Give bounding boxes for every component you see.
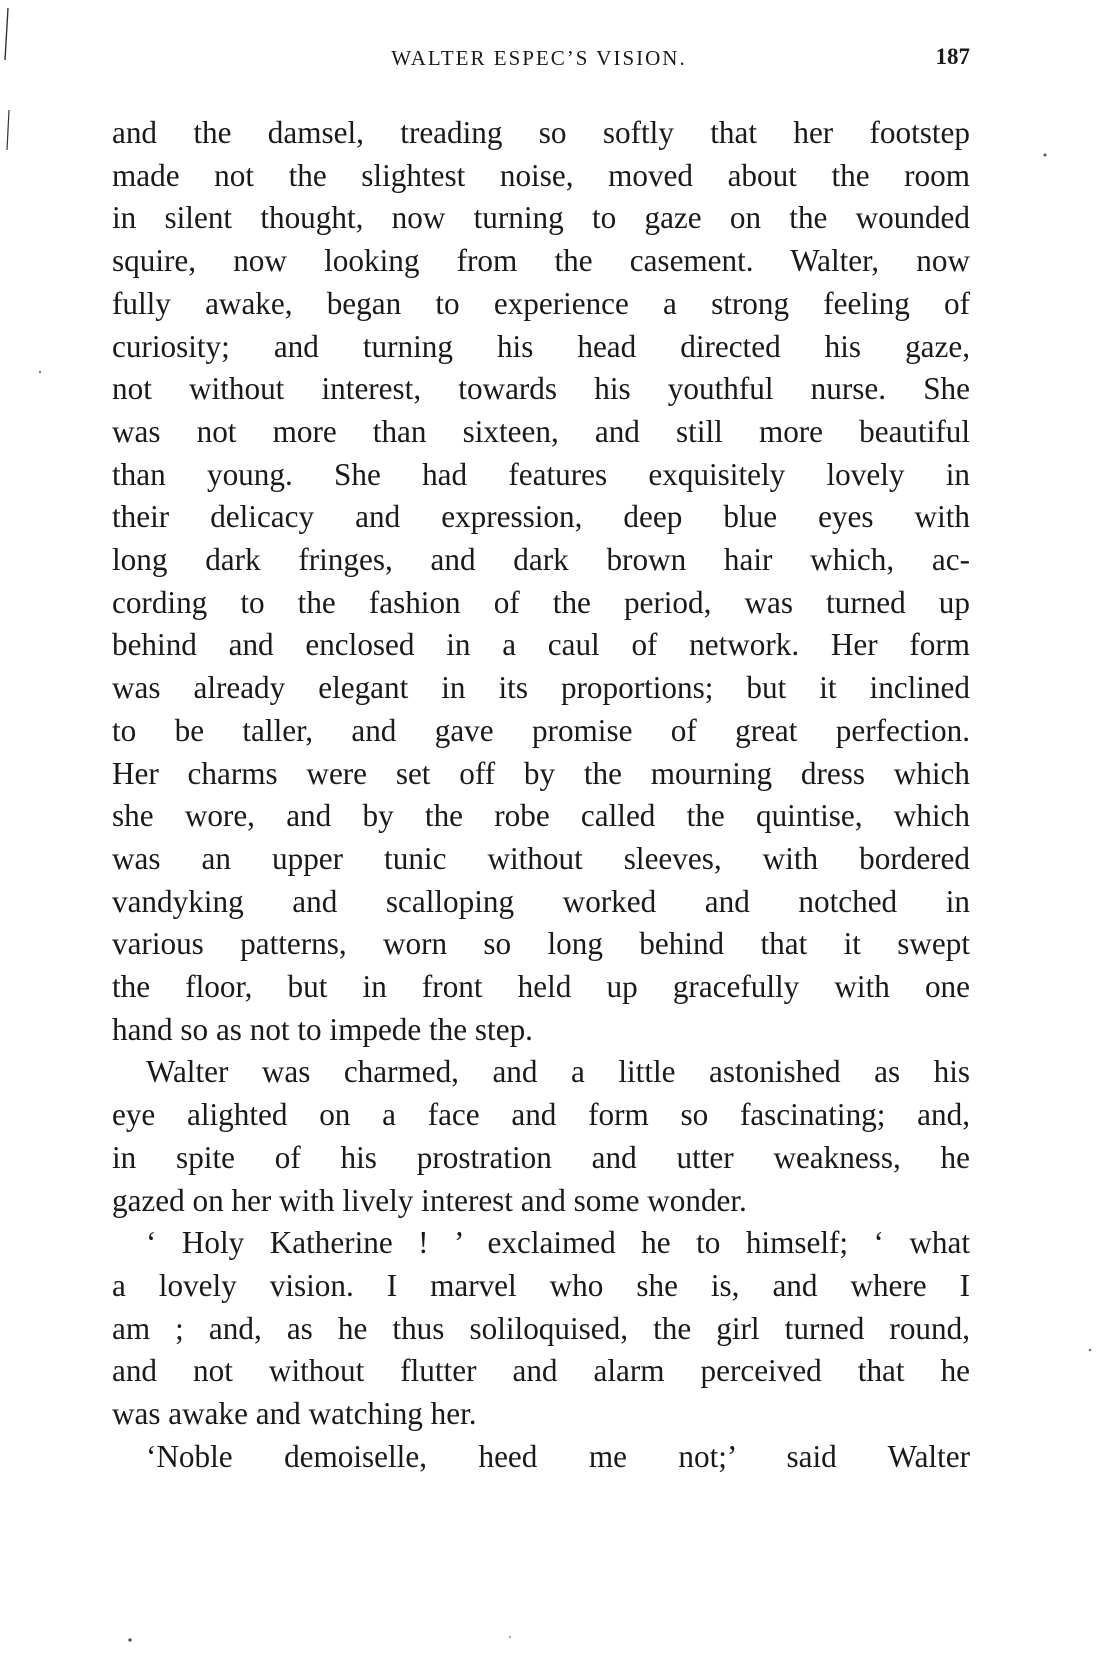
text-line: am ; and, as he thus soliloquised, the girl turned round, <box>112 1310 970 1346</box>
text-line: long dark fringes, and dark brown hair which, ac- <box>112 542 970 578</box>
text-line: to be taller, and gave promise of great perfection. <box>112 712 970 748</box>
text-line: Her charms were set off by the mourning dress which <box>112 755 970 791</box>
running-title: WALTER ESPEC’S VISION. <box>391 46 687 70</box>
text-line: was awake and watching her. <box>112 1396 477 1432</box>
text-line: was already elegant in its proportions; but it inclined <box>112 670 970 706</box>
text-line: and not without flutter and alarm perceived that he <box>112 1353 970 1389</box>
paragraph <box>112 1222 970 1436</box>
page-number: 187 <box>935 44 970 69</box>
text-line: cording to the fashion of the period, was turned up <box>112 584 970 620</box>
text-line: Walter was charmed, and a little astonished as his <box>146 1054 970 1090</box>
paragraph <box>112 112 970 1051</box>
text-line: hand so as not to impede the step. <box>112 1011 533 1047</box>
text-line: the floor, but in front held up gracefully with one <box>112 969 970 1005</box>
body-text <box>112 112 970 1479</box>
text-line: than young. She had features exquisitely lovely in <box>112 456 970 492</box>
text-line: their delicacy and expression, deep blue eyes with <box>112 499 970 535</box>
text-line: eye alighted on a face and form so fascinating; and, <box>112 1097 970 1133</box>
text-line: fully awake, began to experience a strong feeling of <box>112 285 970 321</box>
text-line: squire, now looking from the casement. Walter, now <box>112 243 970 279</box>
text-line: in spite of his prostration and utter weakness, he <box>112 1139 970 1175</box>
text-line: various patterns, worn so long behind that it swept <box>112 926 970 962</box>
text-line: ‘Noble demoiselle, heed me not;’ said Walter <box>146 1438 970 1474</box>
text-line: gazed on her with lively interest and some wonder. <box>112 1182 747 1218</box>
speck <box>128 1638 131 1641</box>
speck <box>1089 1349 1091 1351</box>
text-line: not without interest, towards his youthful nurse. She <box>112 371 970 407</box>
speck <box>1044 154 1047 157</box>
text-line: made not the slightest noise, moved about the room <box>112 157 970 193</box>
text-line: vandyking and scalloping worked and notched in <box>112 883 970 919</box>
text-line: a lovely vision. I marvel who she is, and where I <box>112 1267 970 1303</box>
speck <box>509 1636 511 1638</box>
text-line: she wore, and by the robe called the quintise, which <box>112 798 970 834</box>
margin-scratch <box>7 110 9 150</box>
margin-scratch <box>5 8 8 60</box>
text-line: was an upper tunic without sleeves, with bordered <box>112 840 970 876</box>
text-line: and the damsel, treading so softly that her footstep <box>112 115 970 150</box>
text-line: was not more than sixteen, and still more beautiful <box>112 413 970 449</box>
running-head <box>108 40 970 80</box>
text-line: curiosity; and turning his head directed his gaze, <box>112 328 970 364</box>
paragraph <box>112 1436 970 1479</box>
text-line: in silent thought, now turning to gaze on the wounded <box>112 200 970 236</box>
paragraph <box>112 1051 970 1222</box>
text-line: behind and enclosed in a caul of network. Her form <box>112 627 970 663</box>
speck <box>39 371 41 373</box>
text-line: ‘ Holy Katherine ! ’ exclaimed he to himself; ‘ what <box>146 1225 970 1261</box>
